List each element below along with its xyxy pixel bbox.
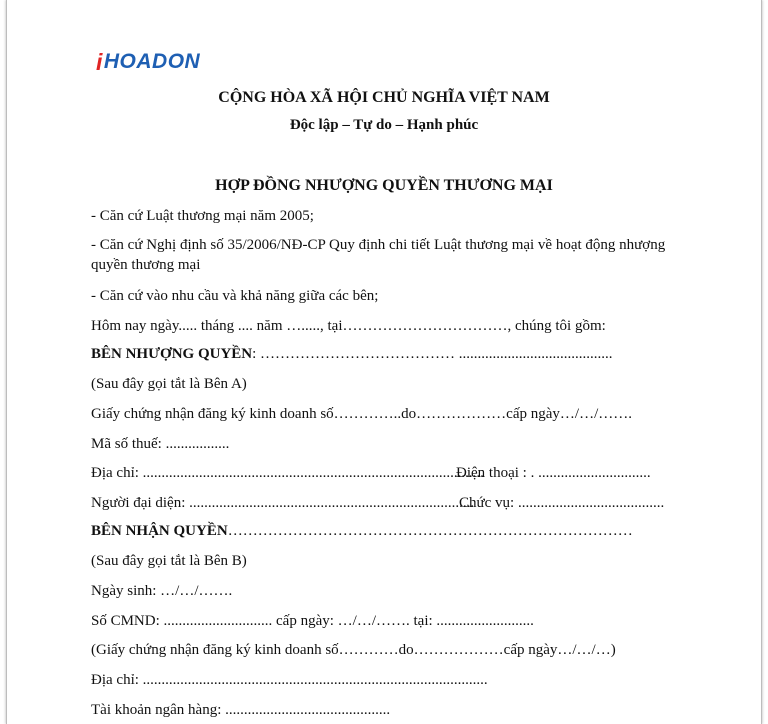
party-a-alias: (Sau đây gọi tắt là Bên A)	[91, 376, 247, 392]
party-a-license: Giấy chứng nhận đăng ký kinh doanh số…………..do………………cấp ngày…/…/…….	[91, 406, 632, 422]
party-a-tax: Mã số thuế: .................	[91, 436, 230, 452]
ihoadon-logo	[96, 49, 200, 75]
basis-line-3: - Căn cứ vào nhu cầu và khả năng giữa các bên;	[91, 288, 379, 304]
party-a-label-dots: : ………………………………… .........................................	[252, 346, 613, 362]
basis-line-2: - Căn cứ Nghị định số 35/2006/NĐ-CP Quy định chi tiết Luật thương mại về hoạt động nhượng	[91, 237, 666, 253]
party-b-license: (Giấy chứng nhận đăng ký kinh doanh số…………do………………cấp ngày…/…/…)	[91, 642, 616, 658]
contract-title: HỢP ĐỒNG NHƯỢNG QUYỀN THƯƠNG MẠI	[215, 177, 553, 194]
party-b-label: BÊN NHẬN QUYỀN	[91, 523, 228, 539]
nation-heading: CỘNG HÒA XÃ HỘI CHỦ NGHĨA VIỆT NAM	[218, 89, 550, 106]
party-b-label-dots: ………………………………………………………………………	[227, 523, 633, 539]
logo-text: HOADON	[103, 50, 201, 73]
party-b-dob: Ngày sinh: …/…/…….	[91, 583, 233, 599]
logo-i-mark: i	[96, 48, 103, 75]
party-b-alias: (Sau đây gọi tắt là Bên B)	[91, 553, 247, 569]
party-a-position: Chức vụ: .......................................	[459, 495, 665, 511]
party-a-label: BÊN NHƯỢNG QUYỀN	[91, 346, 253, 362]
party-a-address: Địa chỉ: ...........................................................................................	[91, 465, 484, 481]
party-b-bank: Tài khoản ngân hàng: ............................................	[91, 702, 391, 718]
party-a-heading	[91, 346, 613, 363]
party-b-address: Địa chỉ: ............................................................................................	[91, 672, 488, 688]
date-line: Hôm nay ngày..... tháng .... năm …....., tại……………………………, chúng tôi gồm:	[91, 318, 606, 334]
basis-line-2-cont: quyền thương mại	[91, 257, 201, 273]
party-b-id: Số CMND: ............................. cấp ngày: …/…/……. tại: ..........................	[91, 613, 534, 629]
party-a-rep: Người đại diện: ............................................................................	[91, 495, 475, 511]
motto-heading: Độc lập – Tự do – Hạnh phúc	[289, 117, 479, 133]
party-b-heading	[91, 523, 633, 540]
basis-line-1: - Căn cứ Luật thương mại năm 2005;	[91, 208, 314, 224]
party-a-phone: Điện thoại : . ..............................	[456, 465, 651, 481]
